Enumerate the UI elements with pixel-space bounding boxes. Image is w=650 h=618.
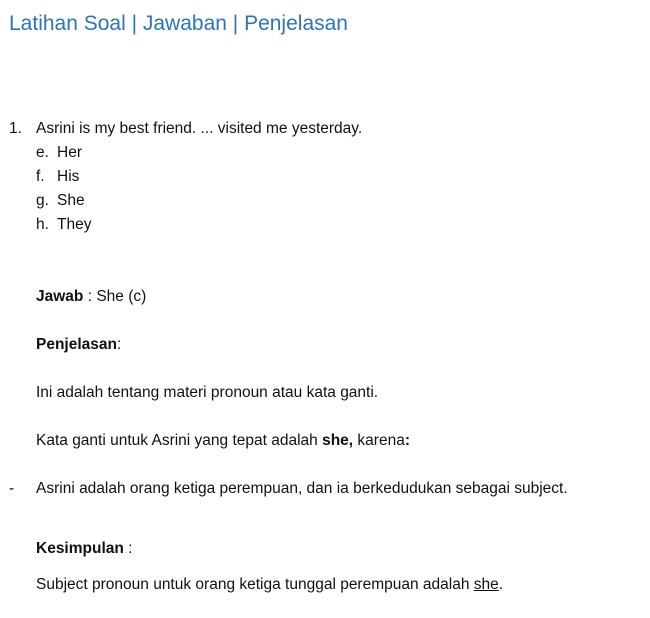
option-text: Her bbox=[57, 144, 82, 161]
conclusion-text bbox=[36, 575, 503, 595]
option-letter: e. bbox=[36, 144, 49, 161]
option-letter: g. bbox=[36, 192, 49, 209]
conclusion-underlined: she bbox=[473, 576, 499, 593]
bullet-marker: - bbox=[9, 480, 15, 497]
conclusion-separator: : bbox=[123, 540, 133, 557]
conclusion-heading bbox=[36, 539, 132, 559]
reason-bold: she, bbox=[322, 432, 354, 449]
option-text: She bbox=[57, 192, 85, 209]
bullet-text: Asrini adalah orang ketiga perempuan, dan ia berkedudukan sebagai subject. bbox=[36, 480, 568, 497]
option-text: His bbox=[57, 168, 80, 185]
option-text: They bbox=[57, 216, 92, 233]
conclusion-suffix: . bbox=[498, 576, 504, 593]
answer-label: Jawab bbox=[36, 288, 84, 305]
conclusion-label: Kesimpulan bbox=[36, 540, 124, 557]
question-number: 1. bbox=[9, 120, 22, 137]
option-letter: f. bbox=[36, 168, 45, 185]
question-text: Asrini is my best friend. ... visited me yesterday. bbox=[36, 120, 363, 137]
reason-prefix: Kata ganti untuk Asrini yang tepat adalah bbox=[36, 432, 323, 449]
explanation-colon: : bbox=[117, 336, 122, 353]
answer-line bbox=[36, 287, 146, 307]
option-letter: h. bbox=[36, 216, 49, 233]
explanation-reason bbox=[36, 431, 410, 451]
answer-value: She (c) bbox=[96, 288, 147, 305]
answer-separator: : bbox=[83, 288, 97, 305]
reason-colon: : bbox=[404, 432, 410, 449]
explanation-heading bbox=[36, 335, 121, 355]
reason-suffix: karena bbox=[353, 432, 405, 449]
explanation-intro: Ini adalah tentang materi pronoun atau kata ganti. bbox=[36, 384, 379, 401]
conclusion-prefix: Subject pronoun untuk orang ketiga tunggal perempuan adalah bbox=[36, 576, 474, 593]
page-title: Latihan Soal | Jawaban | Penjelasan bbox=[9, 12, 348, 35]
explanation-label: Penjelasan bbox=[36, 336, 117, 353]
